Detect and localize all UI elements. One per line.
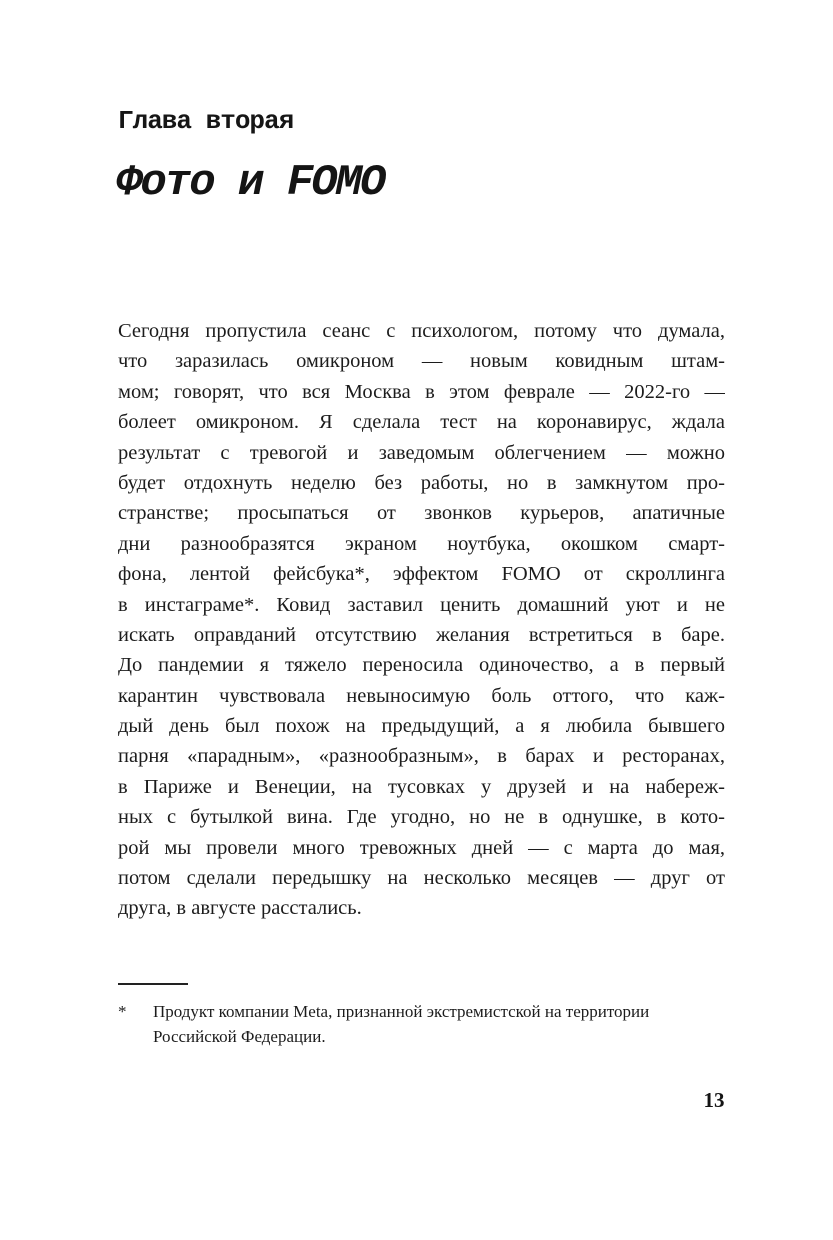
footnote-line: Продукт компании Meta, признанной экстремистской на территории — [153, 1002, 650, 1021]
footnote-divider — [118, 983, 188, 985]
body-line: в Париже и Венеции, на тусовках у друзей и на набереж- — [118, 775, 725, 798]
body-line: мом; говорят, что вся Москва в этом феврале — 2022-го — — [118, 380, 725, 403]
body-line: результат с тревогой и заведомым облегчением — можно — [118, 441, 725, 464]
footnote-line: Российской Федерации. — [153, 1027, 326, 1046]
chapter-label: Глава вторая — [118, 106, 294, 136]
body-line: ных с бутылкой вина. Где угодно, но не в однушке, в кото- — [118, 806, 725, 829]
body-line: дый день был похож на предыдущий, а я любила бывшего — [118, 715, 725, 738]
body-line: будет отдохнуть неделю без работы, но в замкнутом про- — [118, 471, 725, 494]
page-number: 13 — [703, 1088, 725, 1112]
body-line: парня «парадным», «разнообразным», в барах и ресторанах, — [118, 745, 725, 768]
footnote — [118, 999, 698, 1049]
body-line: друга, в августе расстались. — [118, 897, 362, 920]
body-line: в инстаграме*. Ковид заставил ценить домашний уют и не — [118, 593, 725, 616]
body-line: рой мы провели много тревожных дней — с марта до мая, — [118, 836, 725, 859]
body-line: Сегодня пропустила сеанс с психологом, потому что думала, — [118, 320, 725, 342]
body-line: дни разнообразятся экраном ноутбука, окошком смарт- — [118, 532, 725, 555]
body-line: потом сделали передышку на несколько месяцев — друг от — [118, 867, 725, 890]
body-line: До пандемии я тяжело переносила одиночество, а в первый — [118, 654, 725, 677]
body-line: что заразилась омикроном — новым ковидным штам- — [118, 350, 725, 373]
body-line: фона, лентой фейсбука*, эффектом FOMO от скроллинга — [118, 563, 725, 586]
body-paragraph — [118, 316, 725, 924]
footnote-text — [153, 999, 698, 1049]
body-line: карантин чувствовала невыносимую боль оттого, что каж- — [118, 684, 725, 707]
body-line: странстве; просыпаться от звонков курьеров, апатичные — [118, 502, 725, 525]
footnote-marker: * — [118, 1002, 127, 1021]
chapter-title: Фото и FOMO — [116, 158, 385, 208]
body-line: болеет омикроном. Я сделала тест на коронавирус, ждала — [118, 411, 725, 434]
body-line: искать оправданий отсутствию желания встретиться в баре. — [118, 623, 725, 646]
